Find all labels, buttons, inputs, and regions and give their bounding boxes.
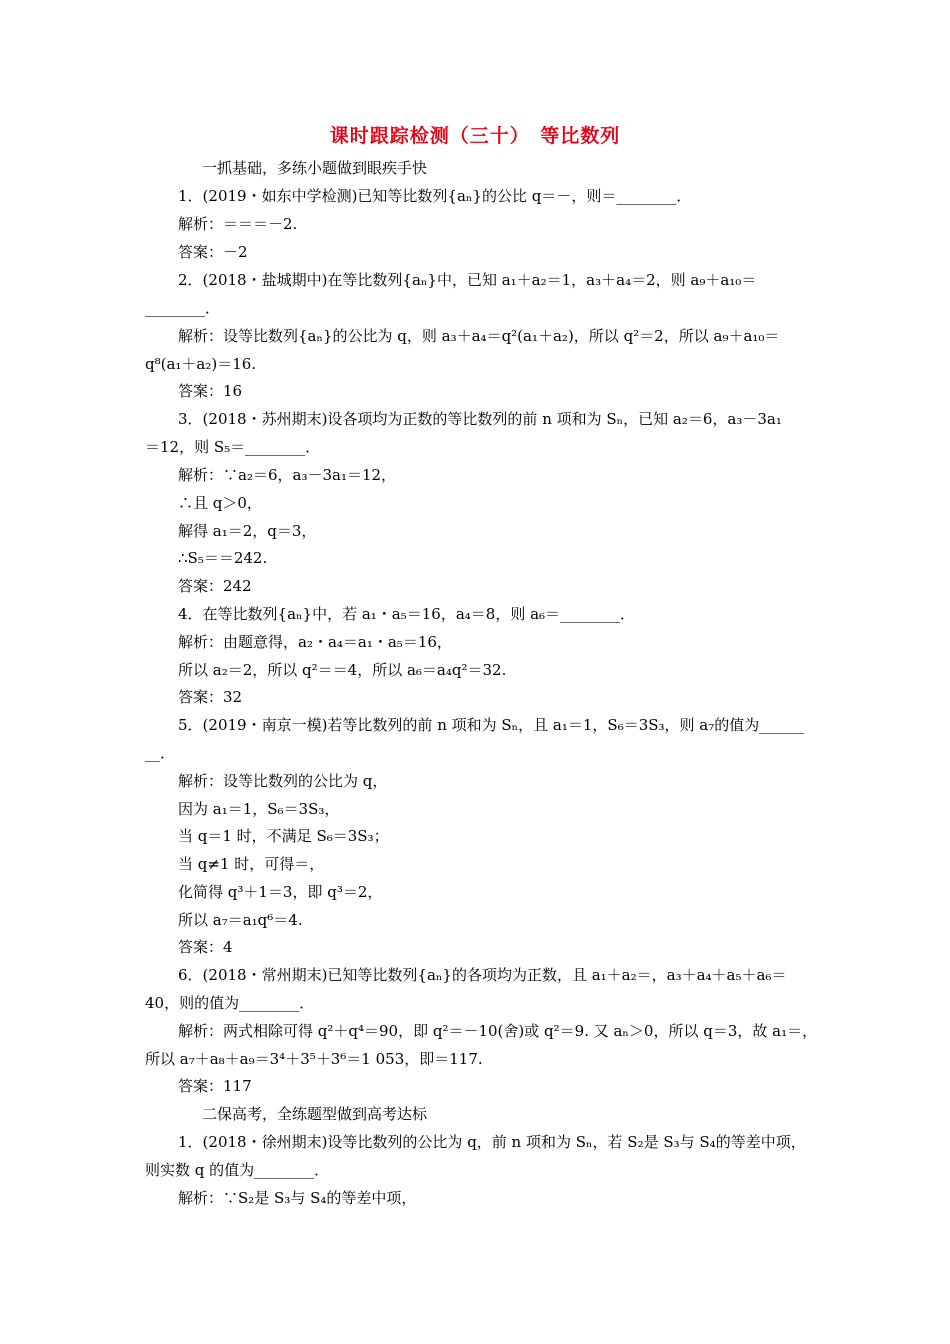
text-line: 答案：32: [178, 688, 243, 706]
text-line: 2．(2018・盐城期中)在等比数列{aₙ}中，已知 a₁＋a₂＝1，a₃＋a₄＝2，则 a₉＋a₁₀＝: [178, 271, 757, 289]
text-line: 答案：－2: [178, 243, 248, 261]
text-line: 当 q＝1 时，不满足 S₆＝3S₃；: [178, 827, 389, 845]
text-line: ∴S₅＝＝242.: [178, 549, 268, 567]
text-line: q⁸(a₁＋a₂)＝16.: [145, 355, 257, 373]
text-line: 因为 a₁＝1，S₆＝3S₃，: [178, 800, 340, 818]
text-line: 答案：117: [178, 1077, 252, 1095]
text-line: 化简得 q³＋1＝3，即 q³＝2，: [178, 883, 383, 901]
text-line: 则实数 q 的值为________．: [145, 1161, 330, 1179]
text-line: 4．在等比数列{aₙ}中，若 a₁・a₅＝16，a₄＝8，则 a₆＝________．: [178, 605, 636, 623]
text-line: 解析：＝＝＝－2.: [178, 215, 298, 233]
text-line: 一抓基础，多练小题做到眼疾手快: [202, 159, 428, 177]
text-line: 答案：242: [178, 577, 252, 595]
text-line: ________．: [145, 299, 221, 317]
text-line: 所以 a₇＋a₈＋a₉＝3⁴＋3⁵＋3⁶＝1 053，即＝117.: [145, 1050, 483, 1068]
text-line: 解得 a₁＝2，q＝3，: [178, 522, 317, 540]
text-line: 答案：4: [178, 938, 233, 956]
text-line: 二保高考，全练题型做到高考达标: [202, 1105, 428, 1123]
text-line: 所以 a₇＝a₁q⁶＝4.: [178, 911, 303, 929]
text-line: 5．(2019・南京一模)若等比数列的前 n 项和为 Sₙ，且 a₁＝1，S₆＝3S₃，则 a₇的值为______: [178, 716, 805, 734]
text-line: 当 q≠1 时，可得＝，: [178, 855, 325, 873]
text-line: 解析：∵S₂是 S₃与 S₄的等差中项，: [178, 1189, 417, 1207]
text-line: 40，则的值为________．: [145, 994, 315, 1012]
text-line: 1．(2018・徐州期末)设等比数列的公比为 q，前 n 项和为 Sₙ，若 S₂是 S₃与 S₄的等差中项，: [178, 1133, 806, 1151]
text-line: 6．(2018・常州期末)已知等比数列{aₙ}的各项均为正数，且 a₁＋a₂＝，a₃＋a₄＋a₅＋a₆＝: [178, 966, 787, 984]
text-line: 解析：设等比数列的公比为 q，: [178, 772, 388, 790]
text-line: ∴且 q＞0，: [178, 494, 262, 512]
text-line: 3．(2018・苏州期末)设各项均为正数的等比数列的前 n 项和为 Sₙ，已知 a₂＝6，a₃－3a₁: [178, 410, 782, 428]
text-line: 1．(2019・如东中学检测)已知等比数列{aₙ}的公比 q＝－，则＝________．: [178, 187, 692, 205]
text-line: ＝12，则 S₅＝________．: [145, 438, 321, 456]
text-line: 解析：∵a₂＝6，a₃－3a₁＝12，: [178, 466, 397, 484]
text-line: __．: [145, 744, 176, 762]
page-title: 课时跟踪检测（三十） 等比数列: [329, 125, 621, 147]
text-line: 解析：两式相除可得 q²＋q⁴＝90，即 q²＝－10(舍)或 q²＝9. 又 aₙ＞0，所以 q＝3，故 a₁＝，: [178, 1022, 818, 1040]
text-line: 解析：由题意得，a₂・a₄＝a₁・a₅＝16，: [178, 633, 452, 651]
text-line: 答案：16: [178, 382, 243, 400]
text-line: 所以 a₂＝2，所以 q²＝＝4，所以 a₆＝a₄q²＝32.: [178, 661, 507, 679]
text-line: 解析：设等比数列{aₙ}的公比为 q，则 a₃＋a₄＝q²(a₁＋a₂)，所以 q²＝2，所以 a₉＋a₁₀＝: [178, 327, 780, 345]
